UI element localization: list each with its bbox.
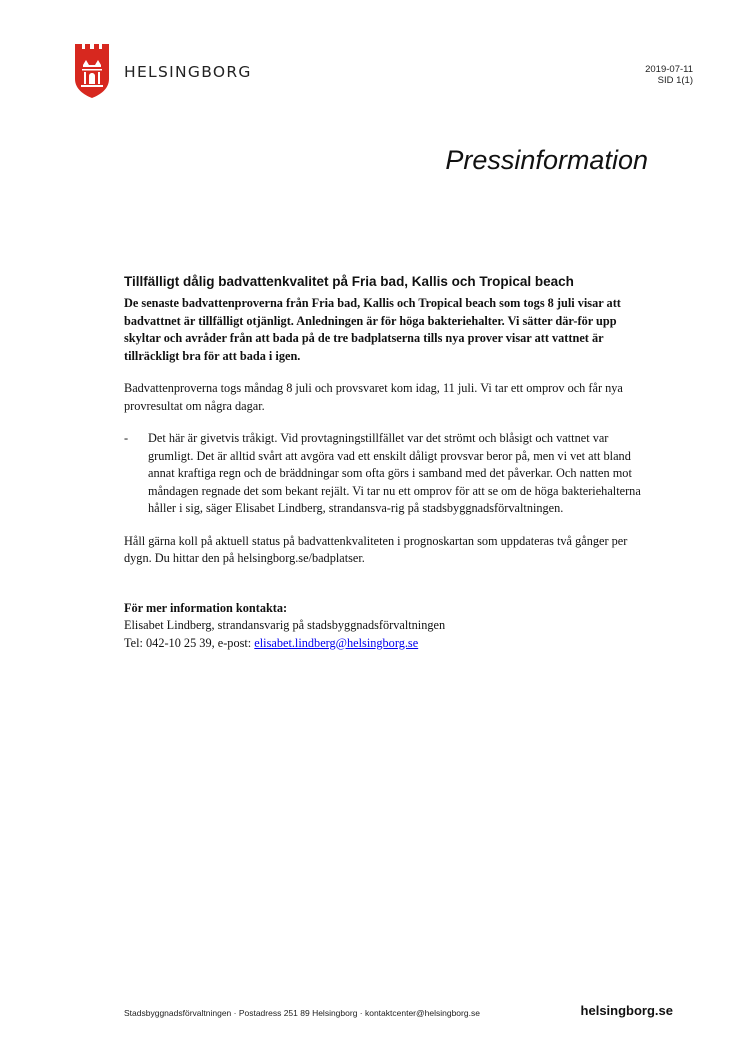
article-paragraph: Badvattenproverna togs måndag 8 juli och provsvaret kom idag, 11 juli. Vi tar ett omprov och får nya provresultat om några dagar. xyxy=(124,381,623,413)
contact-block xyxy=(124,600,644,653)
contact-heading: För mer information kontakta: xyxy=(124,600,288,615)
contact-email-link[interactable]: elisabet.lindberg@helsingborg.se xyxy=(254,635,419,650)
contact-phone-email xyxy=(124,635,644,653)
article-headline: Tillfälligt dålig badvattenkvalitet på Fria bad, Kallis och Tropical beach xyxy=(124,274,574,289)
page-number: SID 1(1) xyxy=(657,75,693,86)
contact-phone: Tel: 042-10 25 39, e-post: xyxy=(124,635,255,650)
article-quote xyxy=(124,430,644,518)
document-meta xyxy=(645,64,693,86)
document-date: 2019-07-11 xyxy=(645,64,693,75)
quote-text: Det här är givetvis tråkigt. Vid provtagningstillfället var det strömt och blåsigt och vattnet var grumligt. Det är alltid svårt att avgöra vad ett enskilt dåligt provsvar beror på, men vi vet att bland annat kraftiga regn och de bräddningar som ofta görs i samband med det påverkar. Och natten mot måndagen regnade det som bekant rejält. Vi tar nu ett omprov för att se om de höga bakteriehalterna håller i sig, säger Elisabet Lindberg, strandansva-rig på stadsbyggnadsförvaltningen. xyxy=(148,431,641,515)
brand-name: HELSINGBORG xyxy=(124,63,252,81)
article-body xyxy=(124,274,644,652)
footer-address: Stadsbyggnadsförvaltningen · Postadress 251 89 Helsingborg · kontaktcenter@helsingborg.se xyxy=(124,1008,480,1018)
contact-name-role: Elisabet Lindberg, strandansvarig på stadsbyggnadsförvaltningen xyxy=(124,618,446,632)
footer-website: helsingborg.se xyxy=(580,1003,673,1018)
helsingborg-crest-icon xyxy=(74,43,110,99)
quote-dash: - xyxy=(124,431,129,445)
document-type-title: Pressinformation xyxy=(445,145,648,175)
article-lead: De senaste badvattenproverna från Fria bad, Kallis och Tropical beach som togs 8 juli visar att badvattnet är tillfälligt otjänligt. Anledningen är för höga bakteriehalter. Vi sätter där-för upp skyltar och avråder från att bada på de tre badplatserna tills nya prover visar att vattnet är tillräckligt bra för att bada i igen. xyxy=(124,296,621,363)
article-paragraph: Håll gärna koll på aktuell status på badvattenkvaliteten i prognoskartan som uppdateras två gånger per dygn. Du hittar den på helsingborg.se/badplatser. xyxy=(124,533,628,565)
